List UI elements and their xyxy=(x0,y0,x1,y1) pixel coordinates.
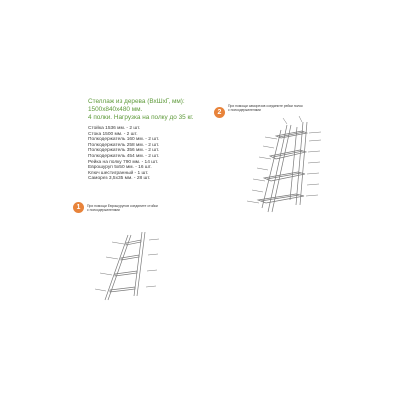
step-2-screw-line xyxy=(247,201,259,203)
spec-title-line: Стеллаж из дерева (ВхШхГ, мм): xyxy=(88,98,185,105)
step-2-badge: 2 xyxy=(214,107,225,118)
parts-list-item: Полкодержатель 356 мм. - 2 шт. xyxy=(88,148,160,154)
step-1-note-line: с полкодержателями xyxy=(87,208,120,213)
parts-list-item: Полкодержатель 258 мм. - 2 шт. xyxy=(88,142,160,148)
step-1-screw-line xyxy=(146,286,156,287)
step-2-diagram xyxy=(258,122,307,212)
parts-list-item: Полкодержатель 454 мм. - 2 шт. xyxy=(88,153,160,159)
step-2-screw-line xyxy=(265,137,277,139)
step-1-screw-line xyxy=(149,239,159,240)
step-1-screw-line xyxy=(100,273,112,275)
step-1-screw-line xyxy=(147,270,157,271)
spec-title-line: 4 полки. Нагрузка на полку до 35 кг. xyxy=(88,114,194,121)
step-2-note-line: с полкодержателями xyxy=(228,108,261,113)
parts-list-item: Ключ шестигранный - 1 шт. xyxy=(88,170,149,176)
step-1-screw-line xyxy=(95,289,106,291)
parts-list-item: Саморез 3,5х35 мм. - 28 шт. xyxy=(88,176,151,182)
step-2-screw-line xyxy=(309,132,321,133)
step-2-screw-line xyxy=(307,173,319,174)
step-2-screw-line xyxy=(308,151,320,152)
step-2-screw-line xyxy=(308,162,320,163)
step-2-screw-line xyxy=(283,118,287,124)
step-1-screw-line xyxy=(148,254,158,255)
step-1-screw-line xyxy=(112,242,124,244)
step-1-holder xyxy=(126,240,141,245)
step-2-screw-line xyxy=(307,184,319,185)
parts-list-item: Полкодержатель 160 мм. - 2 шт. xyxy=(88,137,160,143)
step-2-screw-line xyxy=(299,116,302,122)
parts-list-item: Стойка 1536 мм. - 2 шт. xyxy=(88,126,141,131)
step-2-screw-line xyxy=(259,157,271,159)
step-1-holder xyxy=(110,287,135,292)
step-2-screw-line xyxy=(257,168,268,170)
step-2-screw-line xyxy=(252,190,263,192)
step-2-screw-line xyxy=(263,146,274,148)
parts-list-item: Рейка на полку 790 мм. - 14 шт. xyxy=(88,159,159,165)
step-2-screw-line xyxy=(309,140,321,141)
step-2-upright xyxy=(290,127,297,200)
spec-title-line: 1500х840х480 мм. xyxy=(88,106,143,113)
step-2-screw-line xyxy=(253,179,265,181)
step-2-note-line: При помощи саморезов соедините рейки полок xyxy=(228,104,303,108)
step-2-screw-line xyxy=(306,195,318,196)
parts-list-item: Еврошуруп 5х50 мм. - 16 шт. xyxy=(88,165,152,171)
parts-list-item: Стока 1500 мм. - 2 шт. xyxy=(88,131,138,137)
step-1-badge: 1 xyxy=(73,202,84,213)
step-1-screw-line xyxy=(106,257,118,259)
step-1-note-line: При помощи Еврошурупов соедините стойки xyxy=(87,204,158,208)
